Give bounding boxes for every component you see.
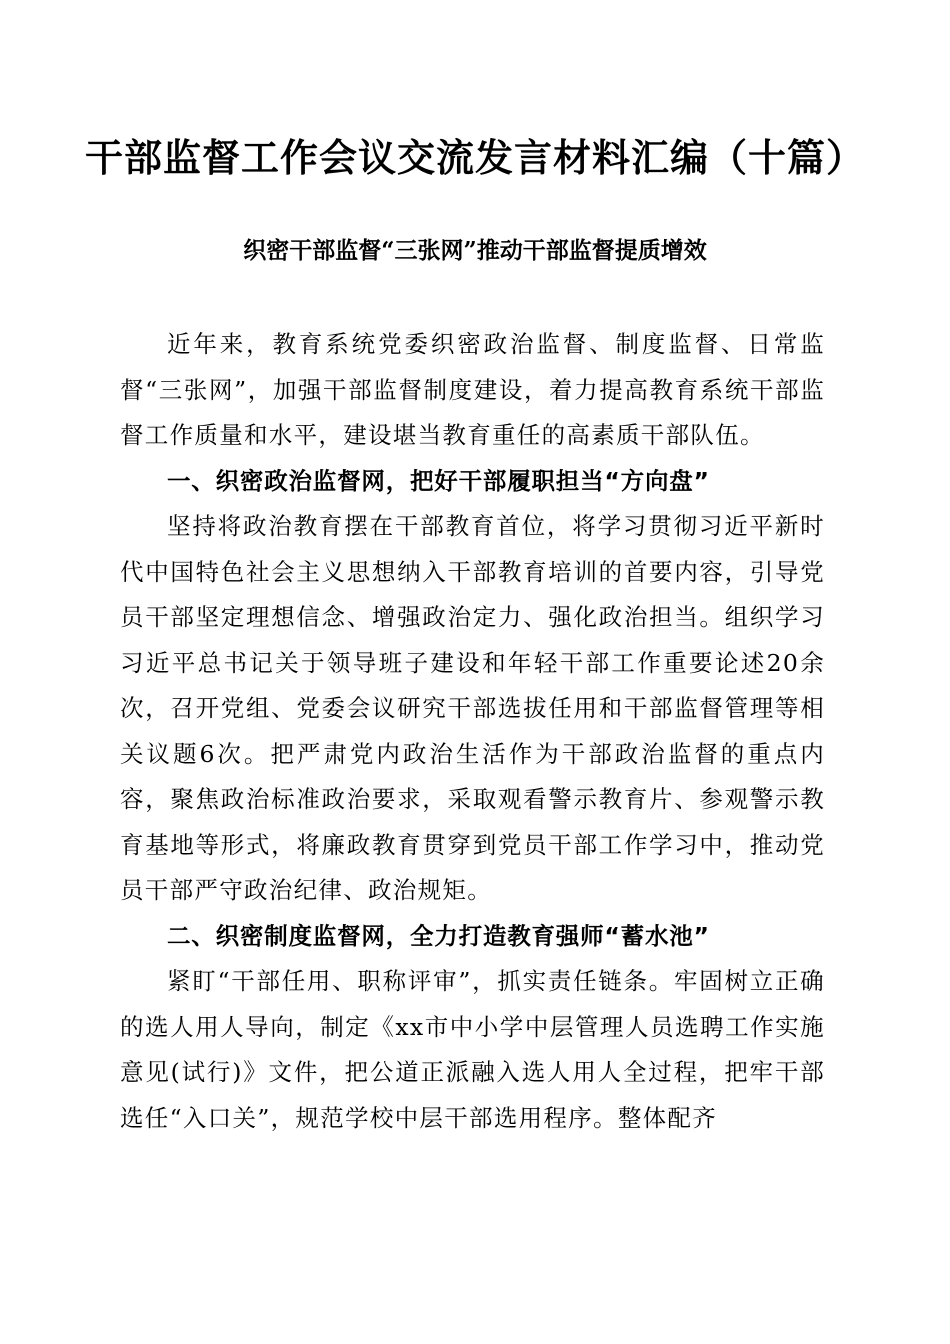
article-subtitle: 织密干部监督“三张网”推动干部监督提质增效 bbox=[243, 237, 707, 264]
section-paragraph-1: 坚持将政治教育摆在干部教育首位，将学习贯彻习近平新时代中国特色社会主义思想纳入干部教育培训的首要内容，引导党员干部坚定理想信念、增强政治定力、强化政治担当。组织学习习近平总书记关于领导班子建设和年轻干部工作重要论述20余次，召开党组、党委会议研究干部选拔任用和干部监督管理等相关议题6次。把严肃党内政治生活作为干部政治监督的重点内容，聚焦政治标准政治要求，采取观看警示教育片、参观警示教育基地等形式，将廉政教育贯穿到党员干部工作学习中，推动党员干部严守政治纪律、政治规矩。 bbox=[120, 512, 825, 904]
document-title: 干部监督工作会议交流发言材料汇编（十篇） bbox=[84, 135, 865, 180]
article-body bbox=[120, 322, 825, 1141]
section-heading-2: 二、织密制度监督网，全力打造教育强师“蓄水池” bbox=[167, 921, 710, 950]
intro-paragraph: 近年来，教育系统党委织密政治监督、制度监督、日常监督“三张网”，加强干部监督制度建设，着力提高教育系统干部监督工作质量和水平，建设堪当教育重任的高素质干部队伍。 bbox=[120, 330, 825, 449]
section-paragraph-2: 紧盯“干部任用、职称评审”，抓实责任链条。牢固树立正确的选人用人导向，制定《xx市中小学中层管理人员选聘工作实施意见(试行)》文件，把公道正派融入选人用人全过程，把牢干部选任“入口关”，规范学校中层干部选用程序。整体配齐 bbox=[120, 967, 825, 1132]
section-heading-1: 一、织密政治监督网，把好干部履职担当“方向盘” bbox=[167, 466, 710, 495]
